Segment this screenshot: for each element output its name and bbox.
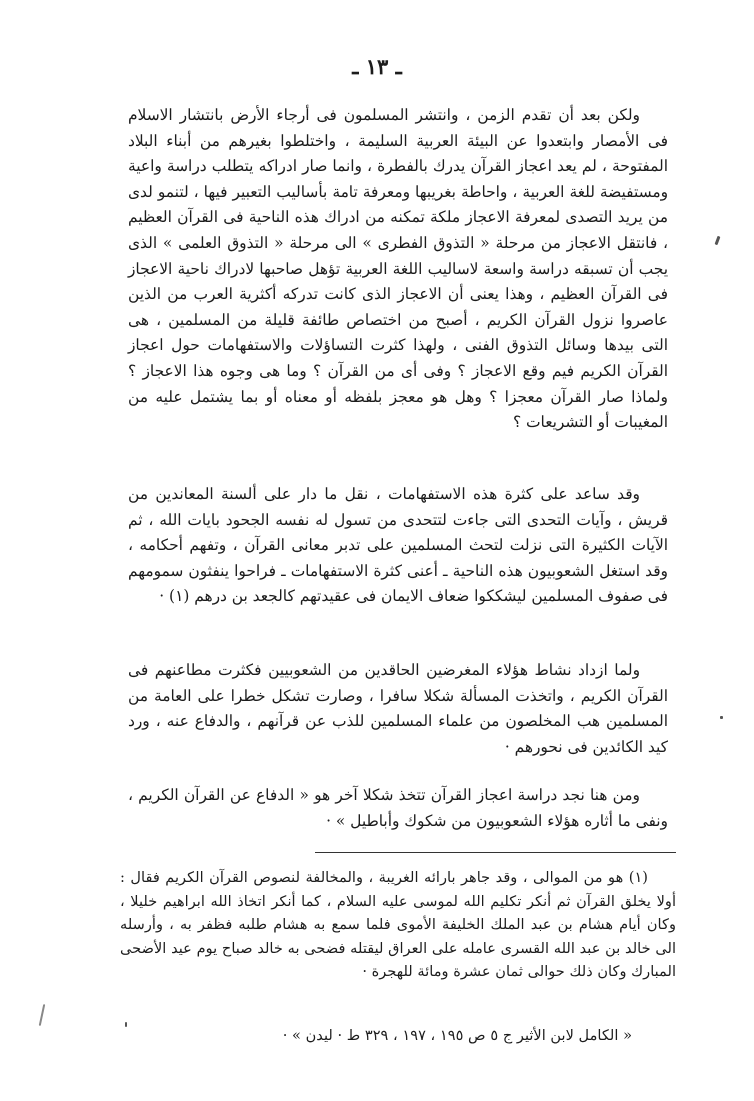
body-paragraph-1 [128,103,668,436]
footnote [120,866,676,984]
body-paragraph-3-text: ولما ازداد نشاط هؤلاء المغرضين الحاقدين من الشعوبيين فكثرت مطاعنهم فى القرآن الكريم ، واتخذت المسألة شكلا سافرا ، وصارت تشكل خطرا على العامة من المسلمين هب المخلصون من علماء المسلمين للذب عن قرآنهم ، والدفاع عنه ، ورد كيد الكائدين فى نحورهم · [128,661,668,756]
body-paragraph-2-text: وقد ساعد على كثرة هذه الاستفهامات ، نقل ما دار على ألسنة المعاندين من قريش ، وآيات التحدى التى جاءت لتتحدى من تسول له نفسه الجحود بايات الله ، ثم الآيات الكثيرة التى نزلت لتحث المسلمين على تدبر معانى القرآن ، وتفهم أحكامه ، وقد استغل الشعوبيون هذه الناحية ـ أعنى كثرة الاستفهامات ـ فراحوا ينفثون سمومهم فى صفوف المسلمين ليشككوا ضعاف الايمان فى عقيدتهم كالجعد بن درهم (١) · [128,485,668,606]
footnote-divider [315,852,676,853]
scan-mark-right-1 [715,236,721,245]
scan-mark-right-2 [720,716,723,719]
body-paragraph-4-text: ومن هنا نجد دراسة اعجاز القرآن تتخذ شكلا آخر هو « الدفاع عن القرآن الكريم ، ونفى ما أثاره هؤلاء الشعوبيون من شكوك وأباطيل » · [128,786,668,830]
footnote-citation: « الكامل لابن الأثير ج ٥ ص ١٩٥ ، ١٩٧ ، ٣٢٩ ط · ليدن » · [282,1027,632,1044]
body-paragraph-3 [128,658,668,760]
body-paragraph-1-text: ولكن بعد أن تقدم الزمن ، وانتشر المسلمون فى أرجاء الأرض بانتشار الاسلام فى الأمصار وابتعدوا عن البيئة العربية السليمة ، واختلطوا بغيرهم من أبناء البلاد المفتوحة ، لم يعد اعجاز القرآن يدرك بالفطرة ، وانما صار ادراكه يتطلب دراسة واعية ومستفيضة للغة العربية ، واحاطة بغريبها ومعرفة تامة بأساليب التعبير فيها ، لتنمو لدى من يريد التصدى لمعرفة الاعجاز ملكة تمكنه من ادراك هذه الناحية فى القرآن العظيم ، فانتقل الاعجاز من مرحلة « التذوق الفطرى » الى مرحلة « التذوق العلمى » الذى يجب أن تسبقه دراسة واسعة لاساليب اللغة العربية تؤهل صاحبها لادراك ناحية الاعجاز فى القرآن العظيم ، وهذا يعنى أن الاعجاز الذى كانت تدركه أكثرية العرب من الذين عاصروا نزول القرآن الكريم ، أصبح من اختصاص طائفة قليلة من المسلمين ، هى التى بيدها وسائل التذوق الفنى ، ولهذا كثرت التساؤلات والاستفهامات حول اعجاز القرآن الكريم فيم وقع الاعجاز ؟ وفى أى من القرآن ؟ وما هى وجوه هذا الاعجاز ؟ ولماذا صار القرآن معجزا ؟ وهل هو معجز بلفظه أو معناه أو بما يشتمل عليه من المغيبات أو التشريعات ؟ [128,106,668,432]
footnote-text: (١) هو من الموالى ، وقد جاهر بارائه الغريبة ، والمخالفة لنصوص القرآن الكريم فقال : أولا يخلق القرآن ثم أنكر تكليم الله لموسى عليه السلام ، كما أنكر اتخاذ الله ابراهيم خليلا ، وكان أيام هشام بن عبد الملك الخليفة الأموى فلما سمع به هشام طلبه فظفر به ، وأرسله الى خالد بن عبد الله القسرى عامله على العراق ليقتله فضحى به خالد صباح يوم عيد الأضحى المبارك وكان ذلك حوالى ثمان عشرة ومائة للهجرة · [120,869,676,981]
body-paragraph-4 [128,783,668,834]
body-paragraph-2 [128,482,668,610]
page-number: ـ ١٣ ـ [352,54,402,79]
scan-mark-bottom [125,1022,127,1027]
scan-mark-left [39,1004,46,1026]
